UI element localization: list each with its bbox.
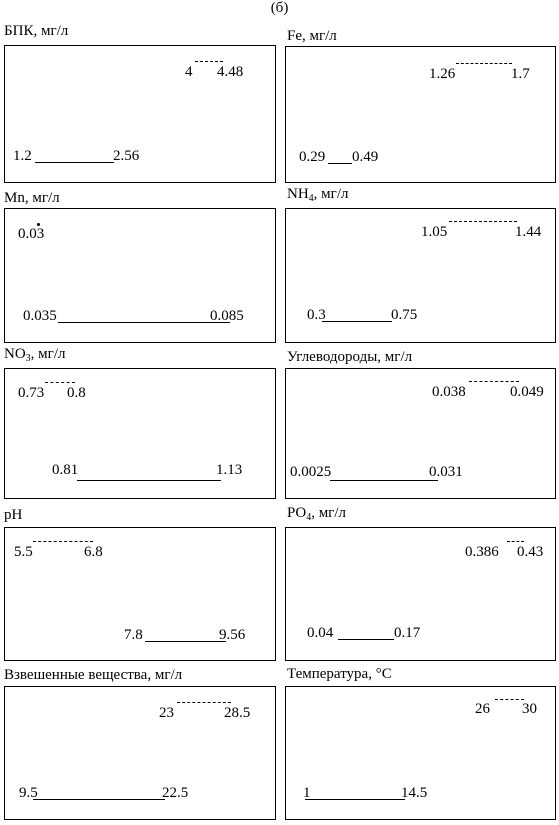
panel-title-ph: pH (4, 507, 23, 523)
po4-title-main: PO (287, 505, 307, 521)
mn-lower-max: 0.085 (210, 308, 244, 324)
nh4-title-rest: , мг/л (313, 186, 349, 202)
panel-title-fe: Fe, мг/л (287, 28, 337, 44)
bpk-upper-max: 4.48 (217, 64, 244, 80)
mn-lower-range-line (58, 322, 230, 323)
po4-upper-min: 0.386 (465, 544, 499, 560)
ph-upper-min: 5.5 (14, 544, 33, 560)
panel-fe (285, 46, 556, 183)
po4-lower-range-line (338, 639, 394, 640)
temperature-upper-min: 26 (475, 701, 490, 717)
temperature-lower-max: 14.5 (401, 785, 428, 801)
no3-title-rest: , мг/л (30, 346, 66, 362)
panel-bpk (4, 45, 276, 183)
suspended-lower-min: 9.5 (19, 785, 38, 801)
panel-mn (4, 208, 276, 343)
nh4-title-main: NH (287, 186, 309, 202)
panel-title-nh4 (287, 186, 348, 202)
panel-title-po4 (287, 505, 346, 521)
hydrocarbons-upper-min: 0.038 (432, 384, 466, 400)
no3-upper-max: 0.8 (67, 385, 86, 401)
ph-upper-max: 6.8 (84, 544, 103, 560)
panel-title-no3 (4, 346, 65, 362)
no3-lower-range-line (77, 480, 221, 481)
panel-title-hydrocarbons: Углеводороды, мг/л (287, 349, 413, 365)
temperature-lower-min: 1 (303, 785, 311, 801)
suspended-lower-max: 22.5 (162, 785, 189, 801)
nh4-lower-max: 0.75 (391, 307, 418, 323)
no3-lower-min: 0.81 (52, 462, 79, 478)
temperature-upper-range-line (495, 699, 524, 700)
fe-upper-range-line (456, 63, 512, 64)
suspended-lower-range-line (33, 799, 165, 800)
bpk-upper-range-line (195, 61, 223, 62)
hydrocarbons-lower-max: 0.031 (429, 464, 463, 480)
po4-title-sub: 4 (306, 512, 312, 523)
bpk-lower-max: 2.56 (113, 148, 140, 164)
fe-upper-min: 1.26 (429, 66, 456, 82)
po4-upper-max: 0.43 (517, 544, 544, 560)
panel-po4 (285, 527, 556, 661)
fe-lower-range-line (328, 163, 352, 164)
bpk-upper-min: 4 (185, 64, 193, 80)
nh4-title-sub: 4 (308, 193, 314, 204)
mn-upper-min: 0.03 (18, 226, 45, 242)
po4-lower-min: 0.04 (307, 625, 334, 641)
po4-lower-max: 0.17 (394, 625, 421, 641)
nh4-upper-max: 1.44 (515, 224, 542, 240)
ph-upper-range-line (33, 541, 93, 542)
ph-lower-max: 9.56 (219, 627, 246, 643)
temperature-upper-max: 30 (522, 701, 537, 717)
panel-no3 (4, 368, 276, 499)
panel-hydrocarbons (285, 368, 556, 499)
suspended-upper-min: 23 (159, 705, 174, 721)
bpk-lower-min: 1.2 (13, 148, 32, 164)
no3-lower-max: 1.13 (216, 462, 243, 478)
po4-upper-range-line (507, 541, 524, 542)
suspended-upper-max: 28.5 (224, 705, 251, 721)
hydrocarbons-lower-range-line (330, 480, 438, 481)
no3-title-main: NO (4, 346, 26, 362)
nh4-lower-range-line (322, 321, 392, 322)
panel-suspended (4, 686, 276, 820)
suspended-upper-range-line (177, 702, 231, 703)
fe-lower-min: 0.29 (299, 149, 326, 165)
figure-caption: (б) (270, 0, 289, 16)
panel-title-mn: Mn, мг/л (4, 190, 60, 206)
hydrocarbons-upper-max: 0.049 (510, 384, 544, 400)
hydrocarbons-lower-min: 0.0025 (290, 464, 332, 480)
panel-nh4 (285, 208, 556, 343)
fe-upper-max: 1.7 (511, 66, 530, 82)
no3-upper-min: 0.73 (18, 385, 45, 401)
ph-lower-min: 7.8 (124, 627, 143, 643)
nh4-upper-min: 1.05 (421, 224, 448, 240)
bpk-lower-range-line (35, 162, 114, 163)
no3-upper-range-line (45, 382, 75, 383)
ph-lower-range-line (145, 641, 226, 642)
po4-title-rest: , мг/л (311, 505, 346, 521)
nh4-lower-min: 0.3 (307, 307, 326, 323)
panel-temperature (285, 686, 556, 820)
hydrocarbons-upper-range-line (469, 381, 519, 382)
fe-lower-max: 0.49 (352, 149, 379, 165)
panel-title-temperature: Температура, °С (287, 666, 392, 682)
temperature-lower-range-line (305, 799, 405, 800)
no3-title-sub: 3 (25, 353, 31, 364)
panel-ph (4, 527, 276, 661)
panel-title-bpk: БПК, мг/л (4, 23, 69, 39)
panel-title-suspended: Взвешенные вещества, мг/л (4, 667, 183, 683)
mn-lower-min: 0.035 (23, 308, 57, 324)
nh4-upper-range-line (449, 221, 517, 222)
